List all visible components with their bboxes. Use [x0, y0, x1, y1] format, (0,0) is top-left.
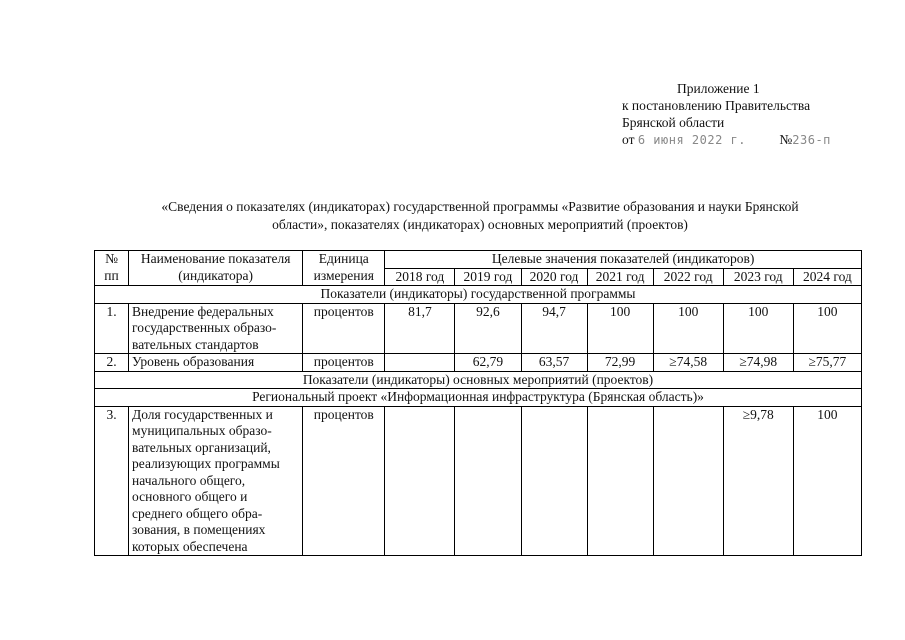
document-title: [100, 198, 860, 234]
header-row-1: [95, 251, 862, 269]
row-value: [455, 406, 521, 556]
row-name: Внедрение федеральных государственных образо-вательных стандартов: [129, 303, 303, 354]
appendix-title: Приложение 1: [677, 81, 760, 96]
header-year: 2021 год: [587, 268, 653, 286]
row-num: 2.: [95, 354, 129, 372]
header-year: 2019 год: [455, 268, 521, 286]
row-name: Уровень образования: [129, 354, 303, 372]
row-value: 72,99: [587, 354, 653, 372]
header-year: 2020 год: [521, 268, 587, 286]
row-value: ≥75,77: [793, 354, 861, 372]
row-value: [385, 406, 455, 556]
header-targets: Целевые значения показателей (индикаторов): [385, 251, 862, 269]
row-value: ≥74,58: [653, 354, 723, 372]
row-value: ≥74,98: [723, 354, 793, 372]
section-program-indicators: Показатели (индикаторы) государственной программы: [95, 286, 862, 304]
table-row: [95, 303, 862, 354]
row-name: Доля государственных и муниципальных образо-вательных организаций, реализующих программы начального общего, основного общего и среднего общего обра-зования, в помещениях которых обеспечена: [129, 406, 303, 556]
table-row: [95, 406, 862, 556]
section-regional-project: Региональный проект «Информационная инфраструктура (Брянская область)»: [95, 389, 862, 407]
appendix-date-line: [622, 131, 831, 149]
row-value: ≥9,78: [723, 406, 793, 556]
row-unit: процентов: [303, 406, 385, 556]
appendix-line-decree: к постановлению Правительства: [622, 98, 811, 113]
date-value: 6 июня 2022 г.: [637, 133, 747, 147]
row-value: [587, 406, 653, 556]
header-year: 2022 год: [653, 268, 723, 286]
row-num: 3.: [95, 406, 129, 556]
title-line-2: области», показателях (индикаторах) основных мероприятий (проектов): [272, 217, 688, 232]
header-year: 2018 год: [385, 268, 455, 286]
row-value: 100: [793, 303, 861, 354]
row-num: 1.: [95, 303, 129, 354]
date-prefix: от: [622, 132, 635, 147]
row-value: 94,7: [521, 303, 587, 354]
header-year: 2024 год: [793, 268, 861, 286]
section-row: [95, 286, 862, 304]
section-row: [95, 389, 862, 407]
row-value: 81,7: [385, 303, 455, 354]
row-value: 100: [653, 303, 723, 354]
row-value: 100: [793, 406, 861, 556]
indicators-table: [94, 250, 862, 556]
row-value: 63,57: [521, 354, 587, 372]
title-line-1: «Сведения о показателях (индикаторах) государственной программы «Развитие образования и науки Брянской: [161, 199, 799, 214]
table-row: [95, 354, 862, 372]
row-unit: процентов: [303, 303, 385, 354]
section-activity-indicators: Показатели (индикаторы) основных мероприятий (проектов): [95, 371, 862, 389]
row-unit: процентов: [303, 354, 385, 372]
header-name: Наименование показателя (индикатора): [129, 251, 303, 286]
number-prefix: №: [779, 132, 793, 147]
section-row: [95, 371, 862, 389]
row-value: [385, 354, 455, 372]
row-value: 92,6: [455, 303, 521, 354]
number-value: 236-п: [792, 133, 831, 147]
row-value: 62,79: [455, 354, 521, 372]
row-value: 100: [587, 303, 653, 354]
row-value: [653, 406, 723, 556]
row-value: 100: [723, 303, 793, 354]
appendix-block: [622, 80, 831, 149]
row-value: [521, 406, 587, 556]
header-num: № пп: [95, 251, 129, 286]
appendix-line-region: Брянской области: [622, 115, 725, 130]
header-unit: Единица измерения: [303, 251, 385, 286]
header-year: 2023 год: [723, 268, 793, 286]
